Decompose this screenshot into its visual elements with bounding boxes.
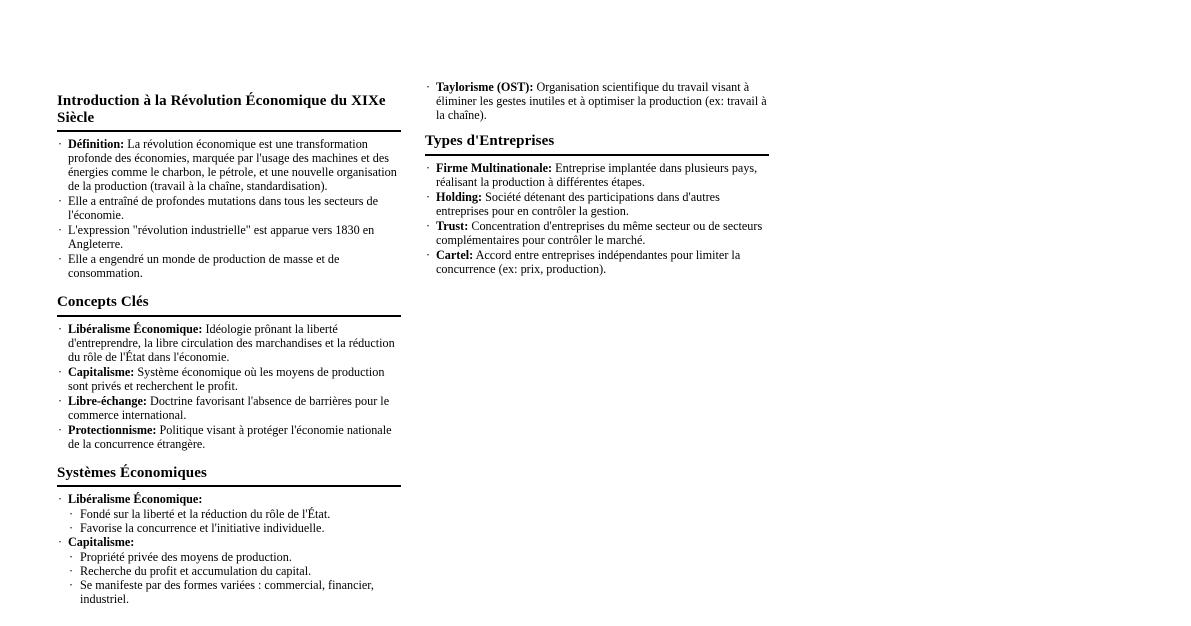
bullet-icon: · [426,160,431,175]
list-item-term: Holding: [436,189,483,204]
list-item-text: La révolution économique est une transformation profonde des économies, marquée par l'usage des machines et des énergies comme le charbon, le pétrole, et une nouvelle organisation de la production (travail à la chaîne, standardisation). [68,137,397,193]
bullet-icon: · [58,492,63,506]
bullet-icon: · [426,218,431,233]
systems-rule [57,485,401,487]
list-item-text: Elle a entraîné de profondes mutations dans tous les secteurs de l'économie. [68,194,379,222]
list-item-text: Entreprise implantée dans plusieurs pays, réalisant la production à différentes étapes. [436,160,758,189]
list-item [425,219,769,247]
list-item [425,80,769,122]
list-item-term: Libéralisme Économique: [68,321,203,336]
list-item [57,322,401,364]
bullet-icon: · [58,535,63,549]
bullet-icon: · [58,422,63,437]
section-spacer [425,123,769,133]
types-rule [425,154,769,156]
intro-list [57,137,401,280]
bullet-icon: · [426,247,431,262]
list-item-text: Doctrine favorisant l'absence de barrières pour le commerce international. [68,393,390,422]
left-column-top-spacer [57,0,401,606]
list-item [425,248,769,276]
list-item-term: Protectionnisme: [68,422,157,437]
sub-list-item [68,578,401,606]
list-item [57,423,401,451]
bullet-icon: · [69,564,74,578]
list-item-text: Système économique où les moyens de production sont privés et recherchent le profit. [68,364,385,393]
list-item-term: Cartel: [436,247,474,262]
sub-list [57,507,401,535]
systems-list [57,492,401,606]
sub-list-item [68,564,401,578]
page-title: Introduction à la Révolution Économique du XIXe Siècle [57,93,386,126]
right-column-top-spacer [425,0,769,276]
sub-list-item-text: Favorise la concurrence et l'initiative individuelle. [80,521,325,535]
left-column [57,0,401,606]
bullet-icon: · [58,194,63,208]
list-item-text: Accord entre entreprises indépendantes pour limiter la concurrence (ex: prix, production). [436,247,741,276]
list-item [57,223,401,251]
sub-list-item-text: Se manifeste par des formes variées : commercial, financier, industriel. [80,578,374,606]
sub-list [57,550,401,606]
list-item-text: Elle a engendré un monde de production de masse et de consommation. [68,252,340,280]
section-spacer [57,452,401,465]
list-item-term: Définition: [68,137,125,151]
bullet-icon: · [58,252,63,266]
list-item [57,535,401,549]
concepts-heading: Concepts Clés [57,294,149,310]
bullet-icon: · [58,393,63,408]
types-heading: Types d'Entreprises [425,133,555,149]
list-item-term: Libéralisme Économique: [68,492,203,506]
list-item-term: Trust: [436,218,469,233]
bullet-icon: · [69,550,74,564]
list-item-text: Société détenant des participations dans d'autres entreprises pour en contrôler la gestion. [436,189,720,218]
list-item-term: Taylorisme (OST): [436,80,534,94]
bullet-icon: · [69,578,74,592]
list-item-term: Libre-échange: [68,393,147,408]
title-rule [57,130,401,132]
sub-list-item-text: Fondé sur la liberté et la réduction du rôle de l'État. [80,507,331,521]
list-item-text: Concentration d'entreprises du même secteur ou de secteurs complémentaires pour contrôler le marché. [436,218,763,247]
list-item-term: Capitalisme: [68,535,135,549]
bullet-icon: · [426,189,431,204]
bullet-icon: · [58,364,63,379]
bullet-icon: · [69,507,74,521]
sub-list-item-text: Recherche du profit et accumulation du capital. [80,564,312,578]
list-item-text: L'expression "révolution industrielle" est apparue vers 1830 en Angleterre. [68,223,375,251]
list-item [57,194,401,222]
bullet-icon: · [58,137,63,151]
sub-list-item-text: Propriété privée des moyens de production. [80,550,292,564]
list-item [57,365,401,393]
list-item [57,492,401,506]
list-item-term: Capitalisme: [68,364,135,379]
list-item [57,252,401,280]
concepts-rule [57,315,401,317]
list-item [57,137,401,193]
list-item-term: Firme Multinationale: [436,160,553,175]
types-list [425,161,769,276]
sub-list-item [68,507,401,521]
bullet-icon: · [426,80,431,94]
list-item [425,190,769,218]
systems-heading: Systèmes Économiques [57,464,207,481]
bullet-icon: · [58,321,63,336]
concepts-list [57,322,401,451]
list-item-text: Politique visant à protéger l'économie nationale de la concurrence étrangère. [68,422,392,451]
section-spacer [57,281,401,294]
right-column [425,0,769,277]
bullet-icon: · [69,521,74,535]
taylorisme-list [425,80,769,122]
list-item [425,161,769,189]
sub-list-item [68,550,401,564]
bullet-icon: · [58,223,63,237]
sub-list-item [68,521,401,535]
list-item-text: Idéologie prônant la liberté d'entreprendre, la libre circulation des marchandises et la réduction du rôle de l'État dans l'économie. [68,321,395,364]
list-item-text: Organisation scientifique du travail visant à éliminer les gestes inutiles et à optimiser la production (ex: travail à la chaîne). [436,80,767,122]
list-item [57,394,401,422]
